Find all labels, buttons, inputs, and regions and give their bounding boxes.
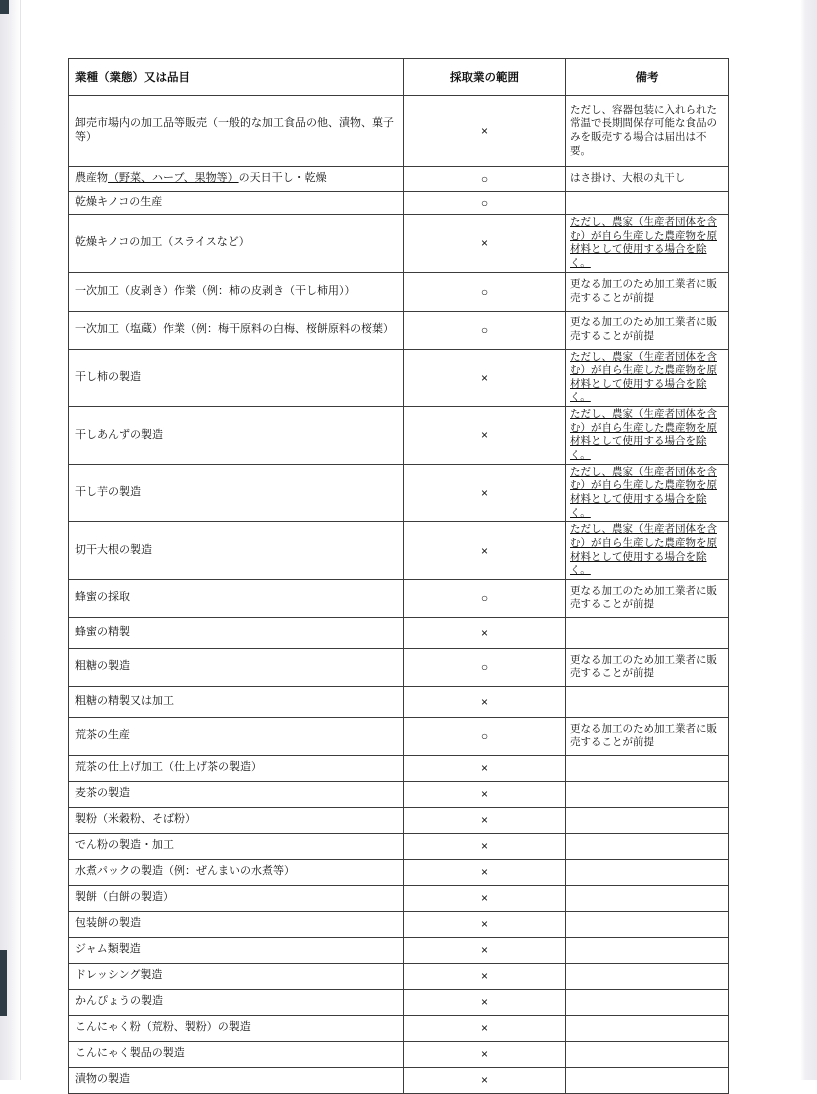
header-industry-or-item: 業種（業態）又は品目 [69, 59, 404, 96]
item-text: 一次加工（塩蔵）作業（例：梅干原料の白梅、桜餅原料の桜葉） [75, 323, 394, 336]
item-cell [69, 311, 404, 349]
remark-text: ただし、農家（生産者団体を含む）が自ら生産した農産物を原材料として使用する場合を除く。 [570, 216, 717, 269]
item-text: 漬物の製造 [75, 1073, 130, 1086]
item-cell [69, 911, 404, 937]
item-cell [69, 407, 404, 465]
scope-cell: × [404, 885, 566, 911]
table-row [69, 311, 729, 349]
table-row [69, 989, 729, 1015]
item-text: 干し芋の製造 [75, 486, 141, 499]
remark-cell [566, 96, 729, 167]
item-text: 荒茶の仕上げ加工（仕上げ茶の製造） [75, 761, 262, 774]
scope-cell: × [404, 937, 566, 963]
remark-cell [566, 407, 729, 465]
remark-cell [566, 167, 729, 192]
scope-cell: × [404, 1041, 566, 1067]
header-remarks: 備考 [566, 59, 729, 96]
scope-cell: × [404, 215, 566, 273]
scope-cell: × [404, 617, 566, 648]
remark-cell [566, 215, 729, 273]
remark-cell [566, 617, 729, 648]
item-cell [69, 522, 404, 580]
table-row [69, 272, 729, 311]
item-cell [69, 96, 404, 167]
scope-cell: × [404, 911, 566, 937]
table-row [69, 1015, 729, 1041]
table-row [69, 464, 729, 522]
item-text: 蜂蜜の精製 [75, 625, 130, 638]
table-row [69, 579, 729, 617]
header-collection-scope: 採取業の範囲 [404, 59, 566, 96]
item-cell [69, 781, 404, 807]
remark-text: はさ掛け、大根の丸干し [570, 172, 686, 185]
table-row [69, 963, 729, 989]
item-text: 水煮パックの製造（例：ぜんまいの水煮等） [75, 865, 295, 878]
collection-business-scope-table [68, 58, 729, 1094]
scope-cell: × [404, 686, 566, 717]
remark-text: 更なる加工のため加工業者に販売することが前提 [570, 722, 717, 749]
item-text: 粗糖の精製又は加工 [75, 694, 174, 707]
item-cell [69, 885, 404, 911]
table-row [69, 96, 729, 167]
header-row [69, 59, 729, 96]
scope-cell: ○ [404, 192, 566, 215]
remark-cell [566, 464, 729, 522]
item-cell [69, 859, 404, 885]
scope-cell: ○ [404, 717, 566, 755]
item-text: ドレッシング製造 [75, 969, 163, 982]
table-row [69, 717, 729, 755]
item-text: 干しあんずの製造 [75, 428, 163, 441]
item-text: ジャム類製造 [75, 943, 141, 956]
table-row [69, 833, 729, 859]
page-right-edge [800, 0, 817, 1080]
remark-cell [566, 1015, 729, 1041]
remark-cell [566, 717, 729, 755]
item-text-underlined: （野菜、ハーブ、果物等） [108, 172, 239, 185]
item-text: の天日干し・乾燥 [238, 172, 327, 185]
table-row [69, 911, 729, 937]
item-cell [69, 963, 404, 989]
item-cell [69, 686, 404, 717]
remark-text: ただし、農家（生産者団体を含む）が自ら生産した農産物を原材料として使用する場合を除く。 [570, 523, 717, 577]
remark-cell [566, 311, 729, 349]
remark-text: ただし、容器包装に入れられた常温で長期間保存可能な食品のみを販売する場合は届出は不要。 [570, 103, 717, 157]
scope-cell: × [404, 464, 566, 522]
item-text: 農産物 [75, 172, 108, 185]
item-text: 包装餅の製造 [75, 917, 141, 930]
table-row [69, 1067, 729, 1093]
remark-text: 更なる加工のため加工業者に販売することが前提 [570, 277, 717, 304]
remark-cell [566, 963, 729, 989]
item-cell [69, 717, 404, 755]
item-cell [69, 989, 404, 1015]
table-body [69, 96, 729, 1094]
item-cell [69, 215, 404, 273]
table-row [69, 807, 729, 833]
item-text: 卸売市場内の加工品等販売（一般的な加工食品の他、漬物、菓子等） [75, 117, 394, 143]
remark-cell [566, 686, 729, 717]
item-cell [69, 1067, 404, 1093]
item-text: 荒茶の生産 [75, 729, 130, 742]
remark-cell [566, 807, 729, 833]
item-cell [69, 1041, 404, 1067]
remark-text: 更なる加工のため加工業者に販売することが前提 [570, 653, 717, 680]
table-row [69, 885, 729, 911]
item-text: 蜂蜜の採取 [75, 591, 130, 604]
item-text: 製粉（米穀粉、そば粉） [75, 813, 196, 826]
item-text: 粗糖の製造 [75, 660, 130, 673]
scope-cell: × [404, 755, 566, 781]
remark-cell [566, 859, 729, 885]
item-cell [69, 807, 404, 833]
table-row [69, 192, 729, 215]
scope-cell: × [404, 859, 566, 885]
scope-cell: × [404, 349, 566, 407]
table-row [69, 215, 729, 273]
item-text: かんぴょうの製造 [75, 995, 163, 1008]
table-row [69, 617, 729, 648]
remark-cell [566, 192, 729, 215]
remark-cell [566, 781, 729, 807]
remark-text: 更なる加工のため加工業者に販売することが前提 [570, 584, 717, 611]
table-row [69, 781, 729, 807]
table-row [69, 522, 729, 580]
table-row [69, 349, 729, 407]
item-text: 製餅（白餅の製造） [75, 891, 174, 904]
item-cell [69, 937, 404, 963]
remark-cell [566, 579, 729, 617]
corner-mark-bottom-left [0, 950, 7, 1016]
scope-cell: ○ [404, 272, 566, 311]
table-row [69, 167, 729, 192]
item-cell [69, 464, 404, 522]
item-text: でん粉の製造・加工 [75, 839, 174, 852]
remark-text: 更なる加工のため加工業者に販売することが前提 [570, 316, 717, 343]
remark-cell [566, 349, 729, 407]
table-row [69, 407, 729, 465]
scope-cell: × [404, 1067, 566, 1093]
item-text: 乾燥キノコの生産 [75, 196, 163, 209]
item-text: 一次加工（皮剥き）作業（例：柿の皮剥き（干し柿用）） [75, 284, 356, 297]
item-text: 乾燥キノコの加工（スライスなど） [75, 236, 250, 249]
scope-cell: ○ [404, 579, 566, 617]
scope-cell: ○ [404, 167, 566, 192]
item-cell [69, 349, 404, 407]
remark-cell [566, 648, 729, 686]
table-row [69, 1041, 729, 1067]
remark-cell [566, 522, 729, 580]
item-text: 麦茶の製造 [75, 787, 130, 800]
scope-cell: × [404, 407, 566, 465]
scope-cell: × [404, 989, 566, 1015]
table-row [69, 686, 729, 717]
item-cell [69, 192, 404, 215]
scope-cell: × [404, 781, 566, 807]
item-cell [69, 1015, 404, 1041]
remark-cell [566, 937, 729, 963]
scope-cell: × [404, 1015, 566, 1041]
scope-cell: × [404, 807, 566, 833]
table-row [69, 937, 729, 963]
table-row [69, 755, 729, 781]
item-text: 干し柿の製造 [75, 370, 141, 383]
remark-cell [566, 755, 729, 781]
remark-cell [566, 989, 729, 1015]
remark-cell [566, 272, 729, 311]
scope-cell: ○ [404, 648, 566, 686]
table-row [69, 859, 729, 885]
item-text: 切干大根の製造 [75, 543, 152, 556]
remark-cell [566, 833, 729, 859]
remark-text: ただし、農家（生産者団体を含む）が自ら生産した農産物を原材料として使用する場合を除く。 [570, 408, 717, 462]
remark-cell [566, 1067, 729, 1093]
remark-cell [566, 1041, 729, 1067]
item-cell [69, 167, 404, 192]
item-cell [69, 579, 404, 617]
item-cell [69, 617, 404, 648]
scope-cell: × [404, 96, 566, 167]
item-cell [69, 648, 404, 686]
scope-cell: × [404, 522, 566, 580]
corner-mark-top-left [0, 0, 9, 14]
remark-text: ただし、農家（生産者団体を含む）が自ら生産した農産物を原材料として使用する場合を除く。 [570, 350, 717, 404]
scope-cell: × [404, 833, 566, 859]
scope-cell: × [404, 963, 566, 989]
remark-cell [566, 885, 729, 911]
scope-cell: ○ [404, 311, 566, 349]
remark-cell [566, 911, 729, 937]
item-text: こんにゃく粉（荒粉、製粉）の製造 [75, 1021, 251, 1034]
item-cell [69, 833, 404, 859]
table-row [69, 648, 729, 686]
page-left-edge [0, 0, 21, 1080]
item-cell [69, 755, 404, 781]
remark-text: ただし、農家（生産者団体を含む）が自ら生産した農産物を原材料として使用する場合を除く。 [570, 465, 717, 519]
item-text: こんにゃく製品の製造 [75, 1047, 185, 1060]
item-cell [69, 272, 404, 311]
